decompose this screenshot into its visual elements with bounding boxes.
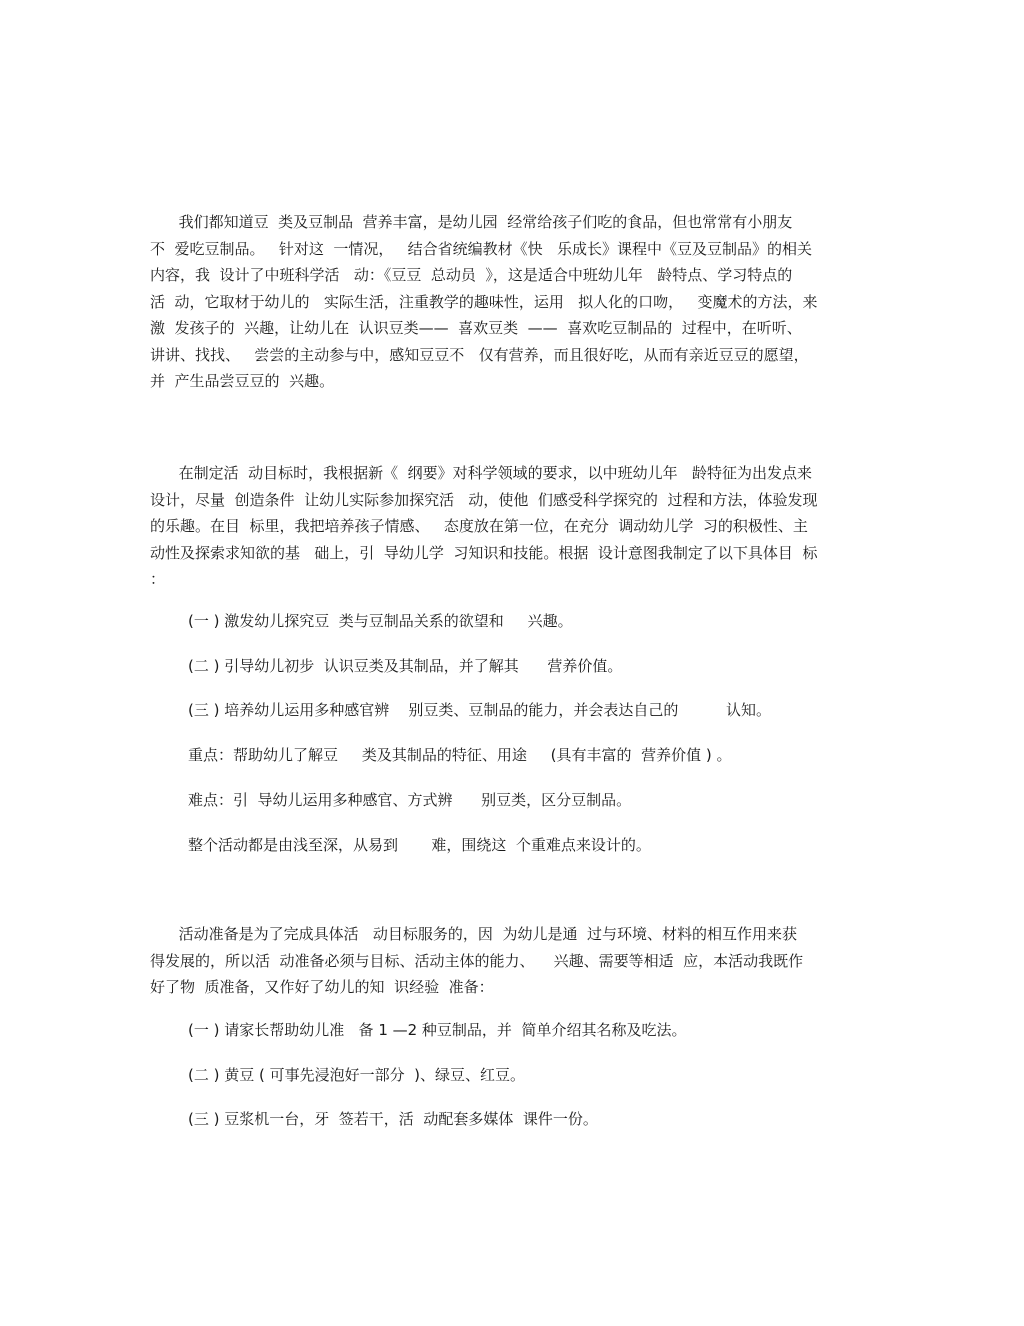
paragraph-activity-preparation: [150, 921, 880, 1001]
key-point: 重点：帮助幼儿了解豆 类及其制品的特征、用途 (具有丰富的 营养价值 ) 。: [188, 746, 732, 764]
text-line: 我们都知道豆 类及豆制品 营养丰富，是幼儿园 经常给孩子们吃的食品，但也常常有小朋友: [150, 213, 793, 231]
preparation-item-1: (一 ) 请家长帮助幼儿准 备 1 —2 种豆制品，并 简单介绍其名称及吃法。: [188, 1021, 687, 1039]
text-line: 活动准备是为了完成具体活 动目标服务的，因 为幼儿是通 过与环境、材料的相互作用来获: [150, 925, 797, 943]
text-line: 好了物 质准备，又作好了幼儿的知 识经验 准备：: [150, 978, 494, 996]
text-line: 动性及探索求知欲的基 础上，引 导幼儿学 习知识和技能。根据 设计意图我制定了以下具体目 标: [150, 543, 818, 562]
goal-item-3: (三 ) 培养幼儿运用多种感官辨 别豆类、豆制品的能力，并会表达自己的 认知。: [188, 701, 771, 719]
text-line: 在制定活 动目标时，我根据新《 纲要》对科学领域的要求，以中班幼儿年 龄特征为出发点来: [150, 464, 812, 482]
text-line: 的乐趣。在目 标里，我把培养孩子情感、 态度放在第一位，在充分 调动幼儿学 习的积极性、主: [150, 517, 808, 535]
goal-item-1: (一 ) 激发幼儿探究豆 类与豆制品关系的欲望和 兴趣。: [188, 612, 573, 630]
text-line: 不 爱吃豆制品。 针对这 一情况， 结合省统编教材《快 乐成长》课程中《豆及豆制品》的相关: [150, 239, 812, 258]
goal-item-2: (二 ) 引导幼儿初步 认识豆类及其制品，并了解其 营养价值。: [188, 657, 623, 675]
preparation-item-2: (二 ) 黄豆 ( 可事先浸泡好一部分 )、绿豆、红豆。: [188, 1066, 526, 1084]
text-line: 激 发孩子的 兴趣，让幼儿在 认识豆类—— 喜欢豆类 —— 喜欢吃豆制品的 过程中，在听听、: [150, 319, 802, 337]
text-line: 讲讲、找找、 尝尝的主动参与中，感知豆豆不 仅有营养，而且很好吃，从而有亲近豆豆的愿望，: [150, 345, 809, 364]
preparation-item-3: (三 ) 豆浆机一台，牙 签若干，活 动配套多媒体 课件一份。: [188, 1110, 598, 1128]
text-line: 内容，我 设计了中班科学活 动：《豆豆 总动员 》，这是适合中班幼儿年 龄特点、学习特点的: [150, 266, 793, 284]
text-line: 并 产生品尝豆豆的 兴趣。: [150, 372, 335, 390]
difficult-point: 难点：引 导幼儿运用多种感官、方式辨 别豆类，区分豆制品。: [188, 791, 632, 809]
text-line: 得发展的，所以活 动准备必须与目标、活动主体的能力、 兴趣、需要等相适 应，本活动我既作: [150, 951, 804, 970]
text-line: 设计，尽量 创造条件 让幼儿实际参加探究活 动，使他 们感受科学探究的 过程和方法，体验发现: [150, 490, 818, 509]
paragraph-design-intent: [150, 209, 880, 395]
text-line: 活 动，它取材于幼儿的 实际生活，注重教学的趣味性，运用 拟人化的口吻， 变魔术的方法，来: [150, 292, 818, 311]
summary-line: 整个活动都是由浅至深，从易到 难，围绕这 个重难点来设计的。: [188, 836, 651, 854]
paragraph-activity-goals: [150, 460, 880, 593]
text-line: ：: [150, 570, 166, 588]
